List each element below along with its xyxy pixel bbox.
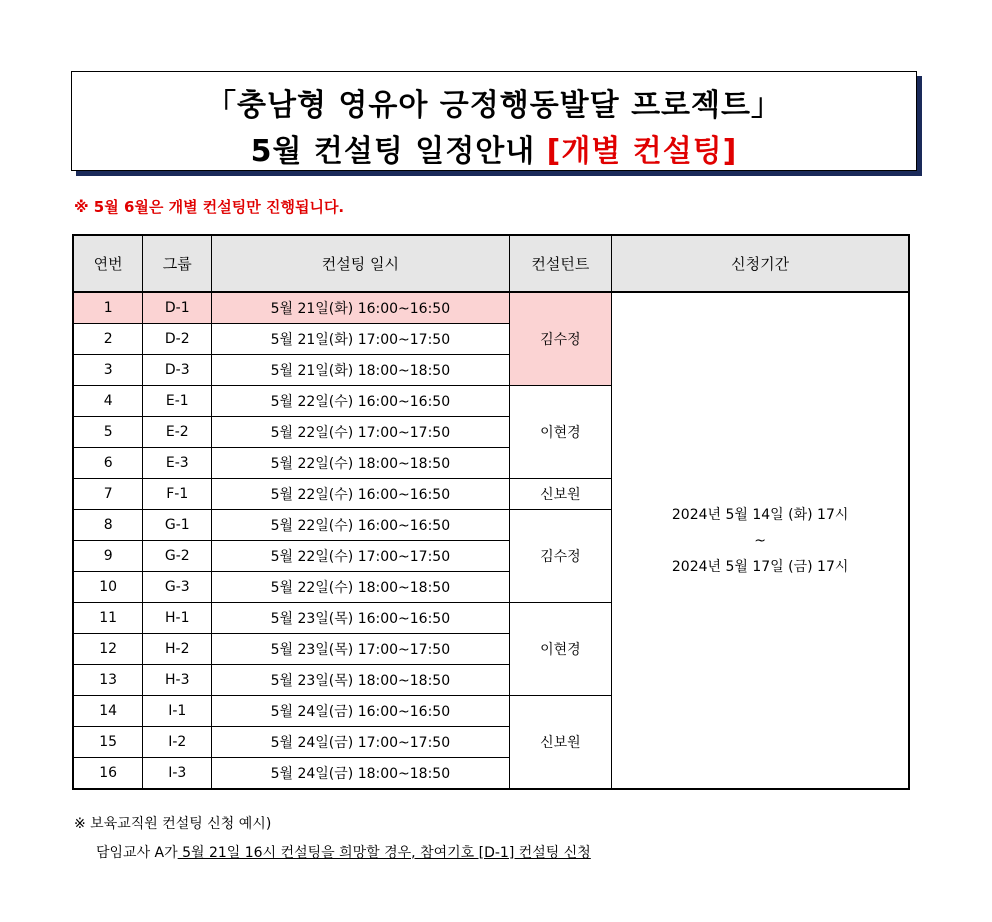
table-row	[73, 292, 909, 324]
row-datetime: 5월 23일(목) 17:00~17:50	[212, 634, 509, 665]
row-no: 4	[73, 386, 143, 417]
row-no: 6	[73, 448, 143, 479]
application-period-cell	[612, 292, 909, 789]
row-no: 16	[73, 758, 143, 790]
row-no: 5	[73, 417, 143, 448]
row-datetime: 5월 22일(수) 17:00~17:50	[212, 541, 509, 572]
period-separator: ~	[754, 532, 766, 549]
example-note-heading: ※ 보육교직원 컨설팅 신청 예시)	[74, 816, 272, 832]
row-datetime: 5월 21일(화) 17:00~17:50	[212, 324, 509, 355]
row-group: F-1	[143, 479, 212, 510]
row-no: 12	[73, 634, 143, 665]
row-datetime: 5월 22일(수) 18:00~18:50	[212, 572, 509, 603]
row-no: 3	[73, 355, 143, 386]
row-no: 1	[73, 292, 143, 324]
row-datetime: 5월 24일(금) 18:00~18:50	[212, 758, 509, 790]
row-group: E-1	[143, 386, 212, 417]
row-datetime: 5월 23일(목) 18:00~18:50	[212, 665, 509, 696]
header-datetime: 컨설팅 일시	[212, 235, 509, 292]
row-group: G-3	[143, 572, 212, 603]
row-datetime: 5월 24일(금) 16:00~16:50	[212, 696, 509, 727]
title-main: 5월 컨설팅 일정안내	[250, 134, 547, 169]
period-end: 2024년 5월 17일 (금) 17시	[671, 558, 849, 575]
row-group: G-1	[143, 510, 212, 541]
title-line-1: 「충남형 영유아 긍정행동발달 프로젝트」	[205, 88, 782, 123]
consultant-cell: 신보원	[509, 696, 612, 790]
row-group: H-2	[143, 634, 212, 665]
schedule-table	[72, 234, 910, 790]
row-group: E-2	[143, 417, 212, 448]
notice-text: ※ 5월 6월은 개별 컨설팅만 진행됩니다.	[74, 198, 345, 216]
row-no: 7	[73, 479, 143, 510]
consultant-cell: 신보원	[509, 479, 612, 510]
consultant-cell: 이현경	[509, 386, 612, 479]
header-no: 연번	[73, 235, 143, 292]
row-group: I-1	[143, 696, 212, 727]
row-datetime: 5월 22일(수) 18:00~18:50	[212, 448, 509, 479]
row-group: D-1	[143, 292, 212, 324]
title-line-2	[72, 126, 916, 170]
row-group: E-3	[143, 448, 212, 479]
header-group: 그룹	[143, 235, 212, 292]
row-no: 13	[73, 665, 143, 696]
example-text	[96, 842, 591, 862]
row-datetime: 5월 24일(금) 17:00~17:50	[212, 727, 509, 758]
consultant-cell: 이현경	[509, 603, 612, 696]
row-datetime: 5월 22일(수) 17:00~17:50	[212, 417, 509, 448]
row-group: G-2	[143, 541, 212, 572]
example-underlined: 5월 21일 16시 컨설팅을 희망할 경우, 참여기호 [D-1] 컨설팅 신청	[177, 845, 591, 861]
example-prefix: 담임교사 A가	[96, 845, 178, 861]
row-group: D-2	[143, 324, 212, 355]
row-group: H-1	[143, 603, 212, 634]
row-no: 15	[73, 727, 143, 758]
row-datetime: 5월 22일(수) 16:00~16:50	[212, 386, 509, 417]
row-group: I-3	[143, 758, 212, 790]
row-no: 8	[73, 510, 143, 541]
row-no: 2	[73, 324, 143, 355]
row-datetime: 5월 22일(수) 16:00~16:50	[212, 510, 509, 541]
title-red: [개별 컨설팅]	[546, 134, 738, 169]
title-box	[71, 71, 917, 171]
period-start: 2024년 5월 14일 (화) 17시	[671, 506, 849, 523]
header-period: 신청기간	[612, 235, 909, 292]
row-group: H-3	[143, 665, 212, 696]
row-no: 10	[73, 572, 143, 603]
row-datetime: 5월 23일(목) 16:00~16:50	[212, 603, 509, 634]
header-consultant: 컨설턴트	[509, 235, 612, 292]
row-no: 9	[73, 541, 143, 572]
row-datetime: 5월 21일(화) 16:00~16:50	[212, 292, 509, 324]
row-datetime: 5월 21일(화) 18:00~18:50	[212, 355, 509, 386]
row-group: D-3	[143, 355, 212, 386]
consultant-cell: 김수정	[509, 510, 612, 603]
header-row	[73, 235, 909, 292]
row-datetime: 5월 22일(수) 16:00~16:50	[212, 479, 509, 510]
row-no: 11	[73, 603, 143, 634]
row-no: 14	[73, 696, 143, 727]
consultant-cell: 김수정	[509, 292, 612, 386]
row-group: I-2	[143, 727, 212, 758]
